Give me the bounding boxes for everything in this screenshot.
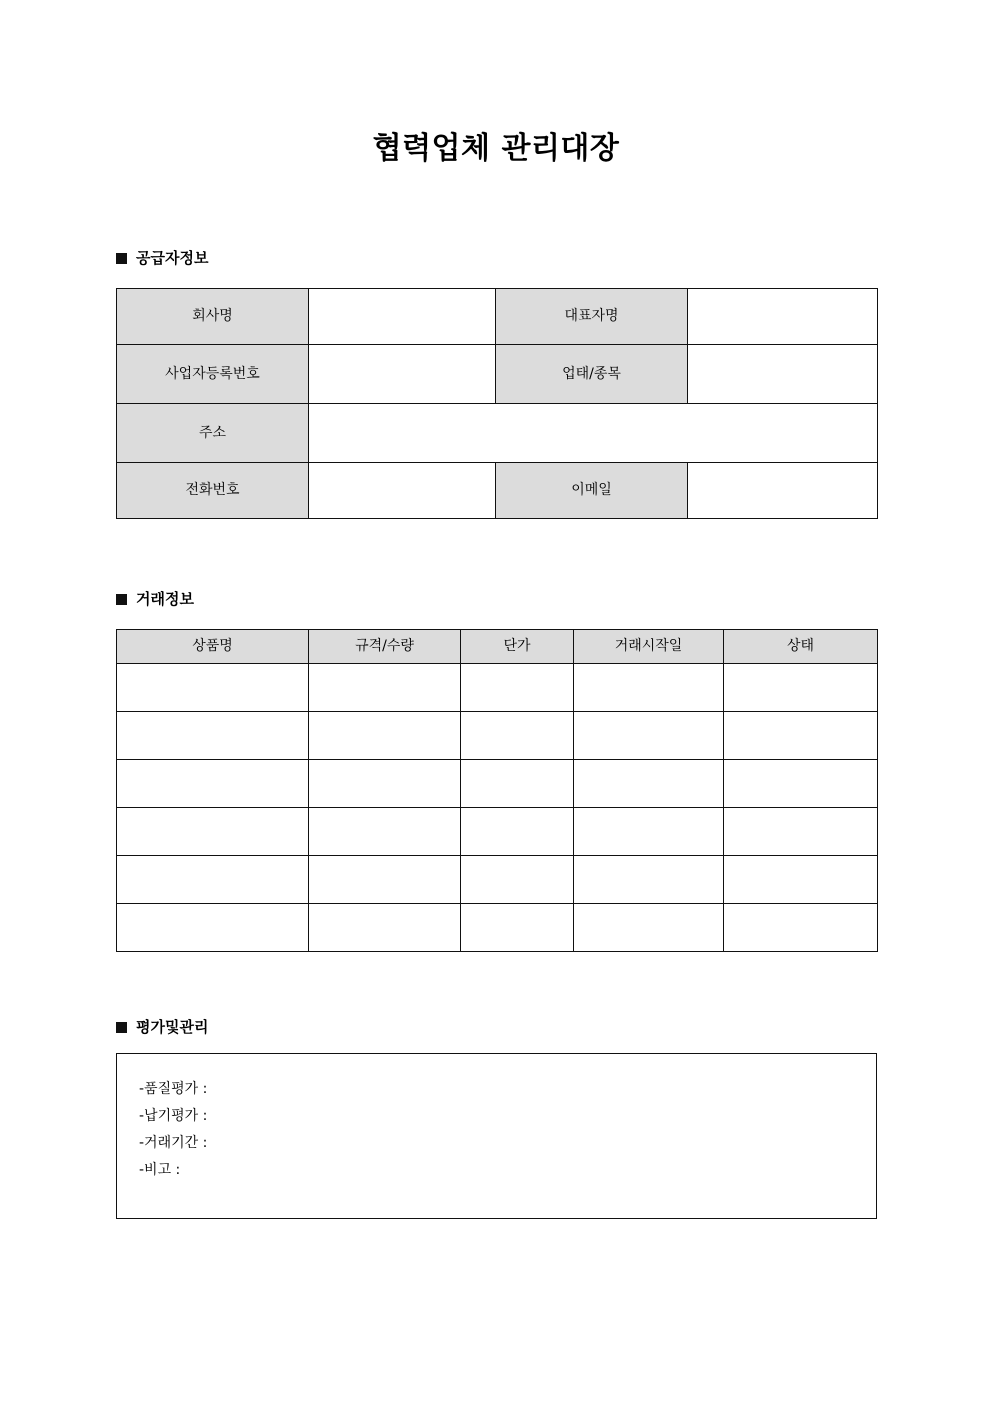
table-row: [117, 664, 878, 712]
section-heading-evaluation-label: 평가및관리: [136, 1018, 209, 1036]
list-item-quality-evaluation[interactable]: -품질평가 :: [139, 1081, 208, 1097]
cell-spec-quantity[interactable]: [309, 808, 461, 856]
label-address: 주소: [117, 404, 309, 463]
table-row: [117, 463, 878, 519]
cell-transaction-start-date[interactable]: [574, 664, 724, 712]
table-row: [117, 404, 878, 463]
cell-spec-quantity[interactable]: [309, 760, 461, 808]
table-row: [117, 345, 878, 404]
cell-status[interactable]: [724, 856, 878, 904]
evaluation-notes-box[interactable]: [116, 1053, 877, 1219]
cell-product-name[interactable]: [117, 856, 309, 904]
label-phone-number: 전화번호: [117, 463, 309, 519]
black-square-bullet-icon: [116, 594, 127, 605]
cell-transaction-start-date[interactable]: [574, 760, 724, 808]
cell-product-name[interactable]: [117, 904, 309, 952]
black-square-bullet-icon: [116, 253, 127, 264]
supplier-info-table: [116, 288, 878, 519]
list-item-remarks[interactable]: -비고 :: [139, 1162, 181, 1178]
list-item-transaction-period[interactable]: -거래기간 :: [139, 1135, 208, 1151]
cell-unit-price[interactable]: [461, 856, 574, 904]
cell-product-name[interactable]: [117, 760, 309, 808]
value-email[interactable]: [688, 463, 878, 519]
label-business-registration-number: 사업자등록번호: [117, 345, 309, 404]
cell-status[interactable]: [724, 664, 878, 712]
cell-transaction-start-date[interactable]: [574, 808, 724, 856]
cell-product-name[interactable]: [117, 712, 309, 760]
cell-spec-quantity[interactable]: [309, 856, 461, 904]
table-row: [117, 712, 878, 760]
column-header-unit-price: 단가: [461, 630, 574, 664]
section-heading-evaluation: [116, 1018, 208, 1037]
cell-transaction-start-date[interactable]: [574, 904, 724, 952]
value-phone-number[interactable]: [309, 463, 496, 519]
cell-spec-quantity[interactable]: [309, 664, 461, 712]
column-header-status: 상태: [724, 630, 878, 664]
section-heading-supplier: [116, 249, 208, 268]
label-company-name: 회사명: [117, 289, 309, 345]
table-row: [117, 856, 878, 904]
cell-unit-price[interactable]: [461, 664, 574, 712]
transaction-table-body: [117, 664, 878, 952]
cell-status[interactable]: [724, 712, 878, 760]
section-heading-transaction-label: 거래정보: [136, 590, 194, 608]
column-header-spec-quantity: 규격/수량: [309, 630, 461, 664]
cell-status[interactable]: [724, 760, 878, 808]
label-business-type-category: 업태/종목: [496, 345, 688, 404]
column-header-product-name: 상품명: [117, 630, 309, 664]
cell-status[interactable]: [724, 808, 878, 856]
cell-unit-price[interactable]: [461, 808, 574, 856]
cell-product-name[interactable]: [117, 664, 309, 712]
table-row: [117, 904, 878, 952]
label-email: 이메일: [496, 463, 688, 519]
table-header-row: [117, 630, 878, 664]
cell-product-name[interactable]: [117, 808, 309, 856]
table-row: [117, 289, 878, 345]
cell-transaction-start-date[interactable]: [574, 856, 724, 904]
value-business-type-category[interactable]: [688, 345, 878, 404]
cell-unit-price[interactable]: [461, 904, 574, 952]
cell-spec-quantity[interactable]: [309, 904, 461, 952]
value-address[interactable]: [309, 404, 878, 463]
cell-spec-quantity[interactable]: [309, 712, 461, 760]
value-company-name[interactable]: [309, 289, 496, 345]
transaction-info-table: [116, 629, 878, 952]
cell-unit-price[interactable]: [461, 760, 574, 808]
cell-status[interactable]: [724, 904, 878, 952]
black-square-bullet-icon: [116, 1022, 127, 1033]
list-item-delivery-evaluation[interactable]: -납기평가 :: [139, 1108, 208, 1124]
label-representative-name: 대표자명: [496, 289, 688, 345]
section-heading-supplier-label: 공급자정보: [136, 249, 209, 267]
table-row: [117, 760, 878, 808]
evaluation-item-list: [117, 1054, 876, 1184]
value-business-registration-number[interactable]: [309, 345, 496, 404]
value-representative-name[interactable]: [688, 289, 878, 345]
page-title: 협력업체 관리대장: [372, 131, 620, 166]
section-heading-transaction: [116, 590, 194, 609]
table-row: [117, 808, 878, 856]
cell-transaction-start-date[interactable]: [574, 712, 724, 760]
column-header-transaction-start-date: 거래시작일: [574, 630, 724, 664]
cell-unit-price[interactable]: [461, 712, 574, 760]
